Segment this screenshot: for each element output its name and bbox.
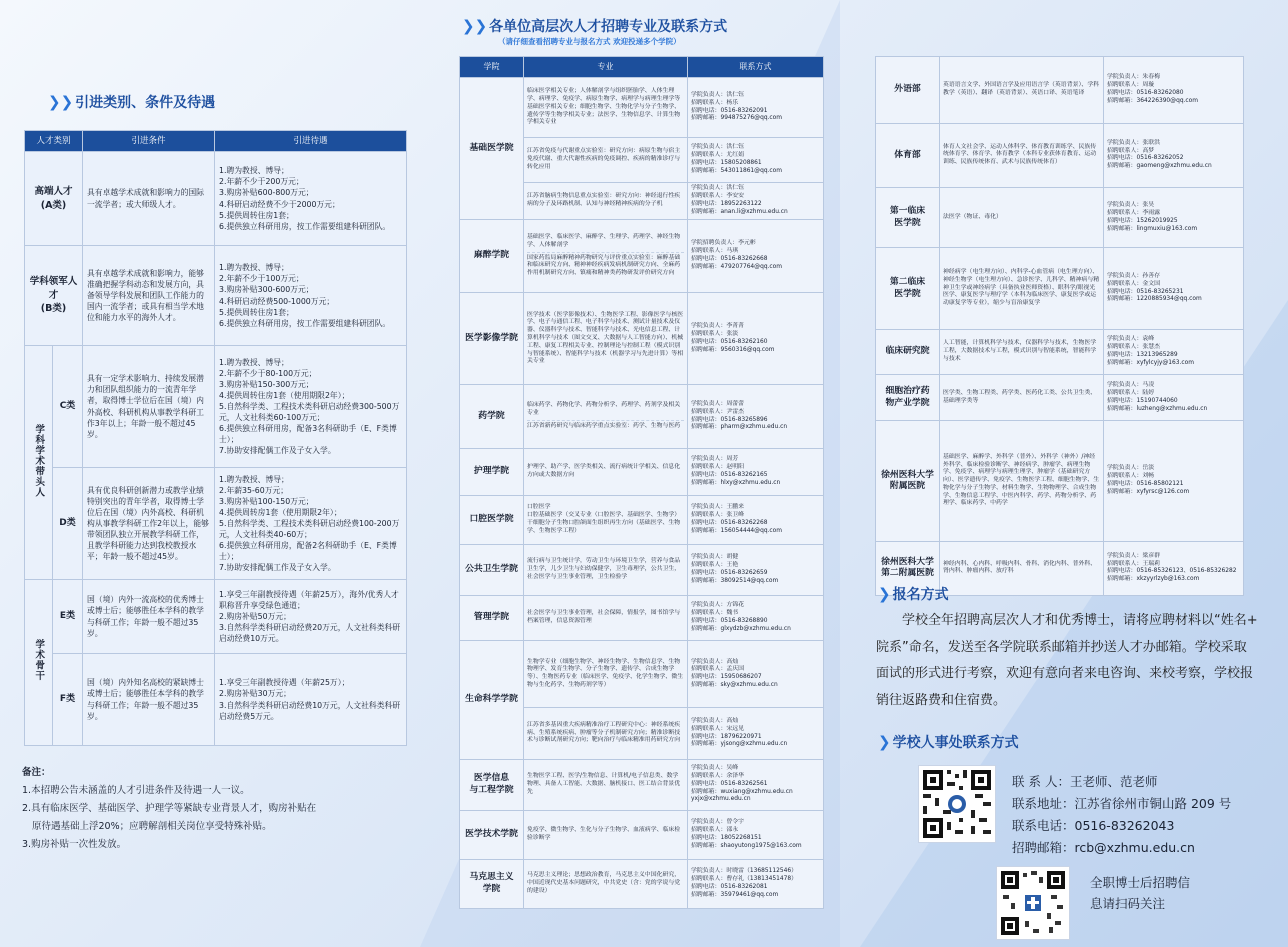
college-cell: 细胞治疗药 物产业学院 bbox=[876, 375, 940, 421]
contact-cell bbox=[1104, 123, 1244, 188]
treatment-line: 5.自然科学类、工程技术类科研启动经费100-200万元，人文社科类40-60万； bbox=[219, 518, 400, 540]
college-cell: 公共卫生学院 bbox=[460, 544, 524, 595]
college-cell: 基础医学院 bbox=[460, 78, 524, 219]
note-item: 原待遇基础上浮20%；应聘解剖相关岗位享受特殊补贴。 bbox=[32, 821, 272, 833]
apply-paragraph bbox=[876, 608, 1266, 715]
contact-line: 招聘联系人：王瑞莉 bbox=[1107, 560, 1161, 567]
college-cell: 外语部 bbox=[876, 57, 940, 124]
contact-line: 招聘联系人：李安安 bbox=[691, 192, 745, 199]
contact-line: 学院负责人：高灿 bbox=[691, 717, 739, 724]
treatment-cell bbox=[215, 346, 407, 468]
contact-line: 招聘联系人：陆婷 bbox=[1107, 389, 1155, 396]
contact-line: 学院负责人：张昊 bbox=[1107, 202, 1155, 209]
major-entry: 基础医学、临床医学、麻醉学、生理学、药理学、神经生物学、人体解剖学 bbox=[527, 232, 684, 253]
category-cell: 高端人才 (A类) bbox=[25, 152, 83, 246]
contact-line: 招聘邮箱：wuxiang@xzhmu.edu.cn bbox=[691, 788, 793, 795]
major-cell: 医学技术（医学影像技术）、生物医学工程、影像医学与核医学、电子与通信工程、电子科学与技术、测试计量技术及仪器、仪器科学与技术、智能科学与技术、光电信息工程、计算机科学与技术（图文交叉、大数据与人工智能方向）、机械工程、康复工程相关专业、控制理论与控制工程（模式识别与智能系统）、智能科学与技术（机器学习与先进计算）等相关专业 bbox=[524, 293, 688, 385]
table-row bbox=[460, 495, 824, 544]
double-chevron-icon: ❯ bbox=[878, 733, 891, 751]
contact-cell bbox=[1104, 248, 1244, 329]
hr-contact-address: 联系地址：江苏省徐州市铜山路 209 号 bbox=[1012, 796, 1232, 811]
college-cell: 马克思主义 学院 bbox=[460, 859, 524, 908]
contact-line: 学院负责人：洪仁钰 bbox=[691, 144, 745, 151]
category-cell: D类 bbox=[53, 468, 83, 580]
contact-cell bbox=[688, 859, 824, 908]
contact-line: 招聘电话：18052268151 bbox=[691, 834, 762, 841]
contact-line: 招聘联系人：金文国 bbox=[1107, 280, 1161, 287]
major-cell: 神经内科、心内科、呼吸内科、骨科、消化内科、普外科、肾内科、肿瘤内科、放疗科 bbox=[940, 541, 1104, 595]
contact-line: 招聘联系人：刘畅 bbox=[1107, 473, 1155, 480]
major-cell: 流行病与卫生统计学，劳动卫生与环境卫生学，营养与食品卫生学，儿少卫生与妇幼保健学，卫生毒理学，公共卫生，社会医学与卫生事业管理，卫生检验学 bbox=[524, 544, 688, 595]
section-heading-apply bbox=[878, 584, 949, 604]
contact-line: 招聘电话：18796220971 bbox=[691, 733, 762, 740]
contact-line: 学院负责人：洪仁钰 bbox=[691, 185, 745, 192]
table-row bbox=[460, 595, 824, 640]
table-row bbox=[25, 654, 407, 746]
section-heading-text: 引进类别、条件及待遇 bbox=[75, 95, 216, 111]
contact-cell bbox=[688, 544, 824, 595]
major-cell: 法医学（物证、毒化） bbox=[940, 188, 1104, 248]
contact-line: 招聘电话：15950686207 bbox=[691, 674, 762, 681]
contact-line: 招聘邮箱：xkzyyrlzyb@163.com bbox=[1107, 576, 1200, 583]
contact-line: 招聘邮箱：yjsong@xzhmu.edu.cn bbox=[691, 741, 788, 748]
major-cell: 英语语言文学、外国语言学及应用语言学（英语背景）、学科教学（英语）、翻译（英语背景）、英语口译、英语笔译 bbox=[940, 57, 1104, 124]
contact-cell bbox=[1104, 421, 1244, 542]
contact-line: 招聘联系人：赵明阳 bbox=[691, 463, 745, 470]
table-header: 引进待遇 bbox=[215, 131, 407, 152]
treatment-line: 1.聘为教授、博导； bbox=[219, 263, 289, 273]
table-row bbox=[25, 246, 407, 346]
major-cell: 生物医学工程、医学/生物信息、计算机/电子信息类、数学物理、具备人工智能、大数据、脑机接口、医工结合背景优先 bbox=[524, 759, 688, 810]
section-heading-categories bbox=[48, 92, 215, 112]
contact-cell bbox=[1104, 188, 1244, 248]
contact-line: 招聘联系人：张卫峰 bbox=[691, 512, 745, 519]
contact-line: 学院负责人：袁峰 bbox=[1107, 336, 1155, 343]
contact-line: 学院负责人：高灿 bbox=[691, 658, 739, 665]
contact-line: 招聘电话：15262019925 bbox=[1107, 217, 1178, 224]
contact-line: 招聘电话：13213965289 bbox=[1107, 351, 1178, 358]
table-row bbox=[876, 248, 1244, 329]
double-chevron-icon: ❯❯ bbox=[48, 93, 74, 111]
contact-line: 招聘联系人：余泽华 bbox=[691, 772, 745, 779]
contact-line: 招聘电话：0516-83268890 bbox=[691, 617, 768, 624]
contact-line: 学院负责人：岳淡 bbox=[1107, 465, 1155, 472]
contact-line: 招聘电话：0516-83262081 bbox=[691, 883, 768, 890]
treatment-line: 4.科研启动经费500-1000万元； bbox=[219, 296, 335, 306]
table-row bbox=[460, 385, 824, 448]
contact-line: 招聘邮箱：shaoyutong1975@163.com bbox=[691, 842, 802, 849]
contact-line: 招聘电话：0516-83262668 bbox=[691, 256, 768, 263]
college-cell: 护理学院 bbox=[460, 448, 524, 495]
treatment-line: 4.科研启动经费不少于2000万元； bbox=[219, 199, 340, 209]
contact-line: 学院负责人：李菁菁 bbox=[691, 323, 745, 330]
college-cell: 徐州医科大学 附属医院 bbox=[876, 421, 940, 542]
contact-cell bbox=[688, 448, 824, 495]
treatment-line: 3.购房补贴100-150万元； bbox=[219, 496, 314, 506]
treatment-line: 6.提供独立科研用房，配备2名科研助手（E、F类博士）； bbox=[219, 541, 397, 562]
contact-line: 学院负责人：梁彦群 bbox=[1107, 552, 1161, 559]
college-cell: 徐州医科大学 第二附属医院 bbox=[876, 541, 940, 595]
treatment-line: 1.享受三年副教授待遇（年薪25万），海外/优秀人才职称晋升享受绿色通道； bbox=[219, 589, 399, 610]
treatment-cell bbox=[215, 654, 407, 746]
section-heading-text: 报名方式 bbox=[892, 587, 949, 603]
double-chevron-icon: ❯ bbox=[878, 585, 891, 603]
table-header: 人才类别 bbox=[25, 131, 83, 152]
contact-line: 学院负责人：胡健 bbox=[691, 554, 739, 561]
contact-cell bbox=[1104, 329, 1244, 375]
condition-cell: 具有卓越学术成就和影响力，能够准确把握学科动态和发展方向，具备领导学科发展和团队工作能力的国内一流学者；或具有相当学术地位和能力水平的海外人才。 bbox=[83, 246, 215, 346]
contact-line: 招聘电话：0516-83262561 bbox=[691, 780, 768, 787]
talent-categories-table bbox=[24, 130, 407, 746]
table-row bbox=[25, 580, 407, 654]
contact-line: 招聘邮箱：anan.li@xzhmu.edu.cn bbox=[691, 208, 788, 215]
contact-line: 学院负责人：孙善存 bbox=[1107, 272, 1161, 279]
major-cell: 护理学、助产学、医学类相关、流行病统计学相关、信息化方向或大数据方向 bbox=[524, 448, 688, 495]
contact-line: 招聘电话：0516-85802121 bbox=[1107, 481, 1184, 487]
condition-cell: 国（境）内外一流高校的优秀博士或博士后；能够胜任本学科的教学与科研工作；年龄一般不超过35岁。 bbox=[83, 580, 215, 654]
contact-cell bbox=[688, 219, 824, 293]
major-entry: 临床药学、药物化学、药物分析学、药理学、药剂学及相关专业 bbox=[527, 400, 684, 421]
contact-line: 招聘邮箱：lingmuxiu@163.com bbox=[1107, 225, 1198, 232]
table-header: 学院 bbox=[460, 57, 524, 78]
table-row bbox=[25, 468, 407, 580]
contact-line: 招聘联系人：孟庆国 bbox=[691, 666, 745, 673]
table-header: 专业 bbox=[524, 57, 688, 78]
treatment-line: 3.购房补贴150-300万元； bbox=[219, 379, 314, 389]
table-row bbox=[460, 640, 824, 707]
contact-line: 招聘联系人：曹存礼（13813451478） bbox=[691, 876, 798, 883]
contact-cell bbox=[688, 78, 824, 137]
college-cell: 口腔医学院 bbox=[460, 495, 524, 544]
contact-line: 招聘联系人：张慧杰 bbox=[1107, 344, 1161, 351]
treatment-line: 2.年薪不少于80-100万元； bbox=[219, 368, 317, 378]
majors-contact-table-continued bbox=[875, 56, 1244, 596]
apply-line: 院系”命名，发送至各学院联系邮箱并抄送人才办邮箱。学校采取 bbox=[876, 639, 1247, 655]
contact-cell bbox=[688, 810, 824, 859]
college-cell: 体育部 bbox=[876, 123, 940, 188]
contact-cell bbox=[688, 640, 824, 707]
contact-cell bbox=[1104, 375, 1244, 421]
table-row bbox=[460, 810, 824, 859]
contact-line: 学院负责人：朱春梅 bbox=[1107, 74, 1161, 81]
contact-line: 学院负责人：曾令宇 bbox=[691, 819, 745, 826]
treatment-line: 3.自然科学类科研启动经费10万元，人文社科类科研启动经费5万元。 bbox=[219, 700, 401, 721]
condition-cell: 国（境）内外知名高校的紧缺博士或博士后；能够胜任本学科的教学与科研工作；年龄一般不超过35岁。 bbox=[83, 654, 215, 746]
condition-cell: 具有一定学术影响力、持续发展潜力和团队组织能力的一流青年学者，取得博士学位后在国（境）内外高校、科研机构从事教学科研工作3年以上；年龄一般不超过45岁。 bbox=[83, 346, 215, 468]
treatment-line: 6.提供独立科研用房，按工作需要组建科研团队。 bbox=[219, 318, 391, 328]
contact-line: 招聘联系人：尤红娟 bbox=[691, 151, 745, 158]
contact-line: 招聘电话：0516-83262165 bbox=[691, 471, 768, 478]
contact-line: 招聘邮箱：35979461@qq.com bbox=[691, 891, 779, 898]
major-cell: 江苏省脑病生物信息重点实验室：研究方向：神经退行性疾病的分子及环路机制、认知与神经精神疾病的分子机 bbox=[524, 182, 688, 219]
section-heading-text: 各单位高层次人才招聘专业及联系方式 bbox=[489, 19, 728, 35]
college-cell: 医学信息 与工程学院 bbox=[460, 759, 524, 810]
contact-line: 学院负责人：洪仁钰 bbox=[691, 92, 745, 99]
table-row bbox=[460, 78, 824, 137]
table-row bbox=[876, 123, 1244, 188]
college-cell: 麻醉学院 bbox=[460, 219, 524, 293]
notes bbox=[22, 764, 412, 854]
contact-cell bbox=[688, 182, 824, 219]
contact-line: 招聘邮箱：543011861@qq.com bbox=[691, 167, 783, 174]
major-cell bbox=[524, 219, 688, 293]
contact-line: 招聘电话：0516-85326123、0516-85326282 bbox=[1107, 568, 1237, 575]
table-header: 联系方式 bbox=[688, 57, 824, 78]
treatment-line: 2.年薪不少于200万元； bbox=[219, 177, 304, 187]
contact-line: 招聘邮箱：sky@xzhmu.edu.cn bbox=[691, 681, 778, 688]
contact-line: 招聘邮箱：1220885934@qq.com bbox=[1107, 296, 1202, 303]
major-cell: 神经病学（电生理方向）、内科学-心血管病（电生理方向）、神经生物学（电生理方向）、急诊医学、儿科学、精神病与精神卫生学或神经病学（具备执业医师资格）、眼科学/眼视光医学、康复医学与理疗学（本科为临床医学、康复医学或运动康复学等专业），缩少与盲治康复学 bbox=[940, 248, 1104, 329]
contact-line: 招聘邮箱：glxydzb@xzhmu.edu.cn bbox=[691, 625, 791, 632]
note-item: 2.具有临床医学、基础医学、护理学等紧缺专业背景人才，购房补贴在 bbox=[22, 803, 317, 815]
contact-line: 招聘电话：15190744060 bbox=[1107, 397, 1178, 404]
treatment-line: 7.协助安排配偶工作及子女入学。 bbox=[219, 446, 336, 456]
major-cell: 社会医学与卫生事业管理，社会保障，情报学，图书馆学与档案管理，信息资源管理 bbox=[524, 595, 688, 640]
hr-contact-person: 联 系 人：王老师、范老师 bbox=[1012, 774, 1158, 789]
contact-cell bbox=[688, 293, 824, 385]
treatment-line: 1.聘为教授、博导； bbox=[219, 166, 289, 176]
contact-line: 招聘电话：0516-83262091 bbox=[691, 107, 768, 114]
treatment-line: 2.年薪35-60万元； bbox=[219, 485, 289, 495]
contact-line: 招聘邮箱：994875276@qq.com bbox=[691, 115, 783, 122]
contact-line: 招聘电话：0516-83262080 bbox=[1107, 89, 1184, 96]
college-cell: 第二临床 医学院 bbox=[876, 248, 940, 329]
contact-line: 招聘联系人：周璇 bbox=[1107, 82, 1155, 89]
section-heading-hr bbox=[878, 732, 1019, 752]
treatment-line: 4.提供周转住房1套（使用期限2年）； bbox=[219, 390, 350, 400]
contact-cell bbox=[688, 495, 824, 544]
notes-title: 备注： bbox=[22, 767, 51, 778]
contact-line: 招聘电话：15805208861 bbox=[691, 159, 762, 166]
table-header: 引进条件 bbox=[83, 131, 215, 152]
treatment-cell bbox=[215, 246, 407, 346]
table-row bbox=[25, 346, 407, 468]
contact-cell bbox=[1104, 541, 1244, 595]
table-row bbox=[876, 188, 1244, 248]
group-label: 学科学术带头人 bbox=[33, 423, 45, 497]
major-cell: 临床医学相关专业；人体解剖学与组织胚胎学、人体生理学、病理学、免疫学、病原生物学、病理学与病理生理学等基础医学相关专业；细胞生物学、生物化学与分子生物学、遗传学等生物学相关专业；法医学、生物信息学、计算生物学相关专业 bbox=[524, 78, 688, 137]
contact-cell bbox=[688, 595, 824, 640]
treatment-line: 6.提供独立科研用房，配备3名科研助手（E、F类博士）； bbox=[219, 424, 397, 445]
treatment-line: 1.聘为教授、博导； bbox=[219, 357, 289, 367]
contact-line: 学院负责人：吴峰 bbox=[691, 765, 739, 772]
treatment-line: 3.购房补贴300-600万元； bbox=[219, 285, 314, 295]
contact-cell bbox=[688, 759, 824, 810]
contact-line: 招聘电话：0516-83265896 bbox=[691, 416, 768, 423]
group-cell bbox=[25, 580, 53, 746]
contact-line: 招聘联系人：马琪 bbox=[691, 248, 739, 255]
contact-line: 招聘联系人：魏书 bbox=[691, 610, 739, 617]
note-item: 3.购房补贴一次性发放。 bbox=[22, 839, 127, 851]
contact-line: 招聘联系人：张淡 bbox=[691, 331, 739, 338]
major-cell: 医学类、生物工程类、药学类、医药化工类、公共卫生类、基础理学类等 bbox=[940, 375, 1104, 421]
major-cell: 人工智能，计算机科学与技术，仪器科学与技术，生物医学工程，大数据技术与工程，模式识别与智能系统，智能科学与技术 bbox=[940, 329, 1104, 375]
contact-line: 招聘邮箱：xyfylcyjy@163.com bbox=[1107, 359, 1194, 366]
postdoc-qr-code bbox=[996, 866, 1070, 940]
treatment-line: 2.年薪不少于100万元； bbox=[219, 274, 304, 284]
major-cell: 江苏省多基因重大疾病精准治疗工程研究中心：神经系统疾病、生殖系统疾病、肿瘤等分子机制研究方向；精准诊断技术与诊断试剂研究方向；靶向治疗与临床精准用药研究方向 bbox=[524, 708, 688, 759]
contact-line: 招聘电话：0516-83262659 bbox=[691, 569, 768, 576]
contact-line: 招聘邮箱：364226390@qq.com bbox=[1107, 97, 1199, 104]
section-subheading: （请仔细查看招聘专业与报名方式 欢迎投递多个学院） bbox=[498, 37, 681, 46]
contact-line: 学院负责人：周蕾蕾 bbox=[691, 400, 745, 407]
college-cell: 药学院 bbox=[460, 385, 524, 448]
contact-line: 招聘邮箱：hlxy@xzhmu.edu.cn bbox=[691, 479, 781, 486]
condition-cell: 具有优良科研创新潜力或教学业绩特别突出的青年学者，取得博士学位后在国（境）内外高校、科研机构从事教学科研工作2年以上，能够带领团队独立开展教学科研工作，且教学科研能力达到我校教授水平；年龄一般不超过45岁。 bbox=[83, 468, 215, 580]
treatment-line: 5.提供周转住房1套； bbox=[219, 210, 294, 220]
contact-line: 招聘邮箱：479207764@qq.com bbox=[691, 263, 783, 270]
condition-cell: 具有卓越学术成就和影响力的国际一流学者；或大师级人才。 bbox=[83, 152, 215, 246]
major-cell: 基础医学、麻醉学、外科学（普外）、外科学（神外）/神经外科学、临床检验诊断学、神经病学、肿瘤学、病理生物学、免疫学、病理学与病理生理学、肿瘤学（基础研究方向）、医学遗传学、免疫学、生物医学工程、细胞生物学、生物化学与分子生物学、材料生物学、生物物理学、合成生物学、生物信息工程学、中医内科学、药学、药物分析学、药理学、临床药学、中药学 bbox=[940, 421, 1104, 542]
major-cell: 免疫学、微生物学、生化与分子生物学、血液病学、临床检验诊断学 bbox=[524, 810, 688, 859]
contact-line: 招聘联系人：邵永 bbox=[691, 826, 739, 833]
table-row bbox=[876, 57, 1244, 124]
treatment-cell bbox=[215, 152, 407, 246]
treatment-line: 1.聘为教授、博导； bbox=[219, 474, 289, 484]
category-cell: 学科领军人才 (B类) bbox=[25, 246, 83, 346]
table-row bbox=[460, 219, 824, 293]
contact-line: 学院负责人：周芳 bbox=[691, 456, 739, 463]
contact-line: 学院负责人：张联洪 bbox=[1107, 139, 1161, 146]
treatment-line: 2.购房补贴30万元； bbox=[219, 689, 291, 699]
contact-cell bbox=[688, 137, 824, 182]
contact-line: 招聘邮箱：pharm@xzhmu.edu.cn bbox=[691, 424, 788, 431]
postdoc-line: 全职博士后招聘信 bbox=[1090, 875, 1191, 890]
group-label: 学术骨干 bbox=[33, 639, 45, 682]
major-entry: 江苏省新药研究与临床药学重点实验室：药学、生物与医药 bbox=[527, 422, 681, 429]
contact-line: 招聘联系人：尹雷杰 bbox=[691, 408, 745, 415]
hr-contact-block bbox=[1012, 771, 1231, 859]
major-cell: 马克思主义理论；思想政治教育，马克思主义中国化研究，中国近现代史基本问题研究，中共党史（含：党的学说与党的建设） bbox=[524, 859, 688, 908]
contact-line: 招聘电话：0516-83262052 bbox=[1107, 155, 1184, 162]
contact-cell bbox=[1104, 57, 1244, 124]
contact-line: 招聘邮箱：156054444@qq.com bbox=[691, 527, 783, 534]
majors-contact-table bbox=[459, 56, 824, 909]
postdoc-notice bbox=[1090, 872, 1190, 914]
contact-line: yxjx@xzhmu.edu.cn bbox=[691, 796, 751, 803]
section-heading-text: 学校人事处联系方式 bbox=[892, 735, 1019, 751]
apply-line: 面试的形式进行考察，欢迎有意向者来电咨询、来校考察，学校报 bbox=[876, 666, 1254, 682]
major-entry: 国家药监局麻醉精神药物研究与评价重点实验室：麻醉基础和临床研究方向、精神神经疾病发病机制研究方向、全麻药作用机制研究方向、镇痛和精神类药物研发评价研究方向 bbox=[527, 254, 681, 277]
table-row bbox=[460, 448, 824, 495]
contact-line: 招聘邮箱：xyfyrsc@126.com bbox=[1107, 488, 1190, 495]
contact-line: 招聘邮箱：gaomeng@xzhmu.edu.cn bbox=[1107, 163, 1212, 170]
contact-line: 招聘邮箱：38092514@qq.com bbox=[691, 577, 779, 584]
contact-cell bbox=[688, 385, 824, 448]
treatment-cell bbox=[215, 580, 407, 654]
apply-line: 学校全年招聘高层次人才和优秀博士，请将应聘材料以“姓名+ bbox=[902, 613, 1258, 628]
double-chevron-icon: ❯❯ bbox=[462, 17, 488, 35]
table-row bbox=[876, 421, 1244, 542]
contact-line: 招聘联系人：高梦 bbox=[1107, 147, 1155, 154]
college-cell: 第一临床 医学院 bbox=[876, 188, 940, 248]
college-cell: 生命科学学院 bbox=[460, 640, 524, 759]
major-cell: 江苏省免疫与代谢重点实验室：研究方向：病原生物与宿主免疫代谢、重大代谢性疾病的免疫调控、疾病的精准诊疗与转化应用 bbox=[524, 137, 688, 182]
contact-line: 学院负责人：王鹏来 bbox=[691, 504, 745, 511]
hr-contact-phone: 联系电话：0516-83262043 bbox=[1012, 818, 1175, 833]
major-cell: 体育人文社会学、运动人体科学、体育教育训练学、民族传统体育学、体育学、体育教学（本科专业获体育教育、运动训练、民族传统体育、武术与民族传统体育） bbox=[940, 123, 1104, 188]
contact-line: 招聘电话：0516-83262160 bbox=[691, 338, 768, 345]
contact-line: 招聘电话：0516-83262268 bbox=[691, 519, 768, 526]
section-heading-majors bbox=[462, 16, 727, 36]
table-row bbox=[460, 544, 824, 595]
hr-contact-email: 招聘邮箱：rcb@xzhmu.edu.cn bbox=[1012, 840, 1195, 855]
treatment-line: 2.购房补贴50万元； bbox=[219, 611, 291, 621]
apply-line: 销往返路费和住宿费。 bbox=[876, 692, 1007, 708]
contact-line: 学院招聘负责人：李元彬 bbox=[691, 240, 756, 247]
group-cell bbox=[25, 346, 53, 580]
college-cell: 医学影像学院 bbox=[460, 293, 524, 385]
major-cell bbox=[524, 385, 688, 448]
table-row bbox=[876, 375, 1244, 421]
contact-cell bbox=[688, 708, 824, 759]
postdoc-line: 息请扫码关注 bbox=[1090, 896, 1166, 911]
major-cell: 生物学专业（细胞生物学、神经生物学、生物信息学、生物物理学、发育生物学、分子生物学、遗传学、合成生物学等）、生物医药专业（临床医学、免疫学、化学生物学、微生物与生化药学、生物药剂学等） bbox=[524, 640, 688, 707]
treatment-line: 5.提供周转住房1套； bbox=[219, 307, 294, 317]
treatment-line: 6.提供独立科研用房，按工作需要组建科研团队。 bbox=[219, 221, 391, 231]
table-row bbox=[876, 329, 1244, 375]
contact-line: 招聘联系人：李雨露 bbox=[1107, 209, 1161, 216]
table-row bbox=[25, 152, 407, 246]
college-cell: 临床研究院 bbox=[876, 329, 940, 375]
treatment-line: 4.提供周转房1套（使用期限2年）； bbox=[219, 507, 342, 517]
contact-line: 学院负责人：马凌 bbox=[1107, 382, 1155, 389]
college-cell: 医学技术学院 bbox=[460, 810, 524, 859]
category-cell: E类 bbox=[53, 580, 83, 654]
table-row bbox=[460, 759, 824, 810]
contact-line: 招聘联系人：王艳 bbox=[691, 562, 739, 569]
table-row bbox=[460, 859, 824, 908]
contact-line: 学院负责人：方锦花 bbox=[691, 602, 745, 609]
category-cell: C类 bbox=[53, 346, 83, 468]
hr-qr-code bbox=[918, 765, 996, 843]
contact-line: 学院负责人：时晓雷（13685112546） bbox=[691, 868, 798, 875]
contact-line: 招聘电话：18952263122 bbox=[691, 200, 762, 207]
contact-line: 招聘邮箱：9560316@qq.com bbox=[691, 346, 775, 353]
major-cell: 口腔医学 口腔基础医学（交叉专业（口腔医学、基础医学、生物学）干细胞分子生物口腔颌面生组织再生方向（基础医学、生物学、生物医学工程） bbox=[524, 495, 688, 544]
contact-line: 招聘联系人：宋远见 bbox=[691, 725, 745, 732]
contact-line: 招聘电话：0516-83265231 bbox=[1107, 288, 1184, 295]
category-cell: F类 bbox=[53, 654, 83, 746]
treatment-line: 3.购房补贴600-800万元； bbox=[219, 188, 314, 198]
table-row bbox=[460, 293, 824, 385]
treatment-line: 3.自然科学类科研启动经费20万元，人文社科类科研启动经费10万元。 bbox=[219, 623, 401, 644]
treatment-line: 5.自然科学类、工程技术类科研启动经费300-500万元，人文社科类60-100万元； bbox=[219, 401, 400, 423]
contact-line: 招聘联系人：杨乐 bbox=[691, 99, 739, 106]
treatment-line: 7.协助安排配偶工作及子女入学。 bbox=[219, 563, 336, 573]
treatment-line: 1.享受三年副教授待遇（年薪25万）； bbox=[219, 678, 350, 688]
treatment-cell bbox=[215, 468, 407, 580]
college-cell: 管理学院 bbox=[460, 595, 524, 640]
note-item: 1.本招聘公告未涵盖的人才引进条件及待遇一人一议。 bbox=[22, 785, 250, 797]
contact-line: 招聘邮箱：luzheng@xzhmu.edu.cn bbox=[1107, 405, 1208, 412]
